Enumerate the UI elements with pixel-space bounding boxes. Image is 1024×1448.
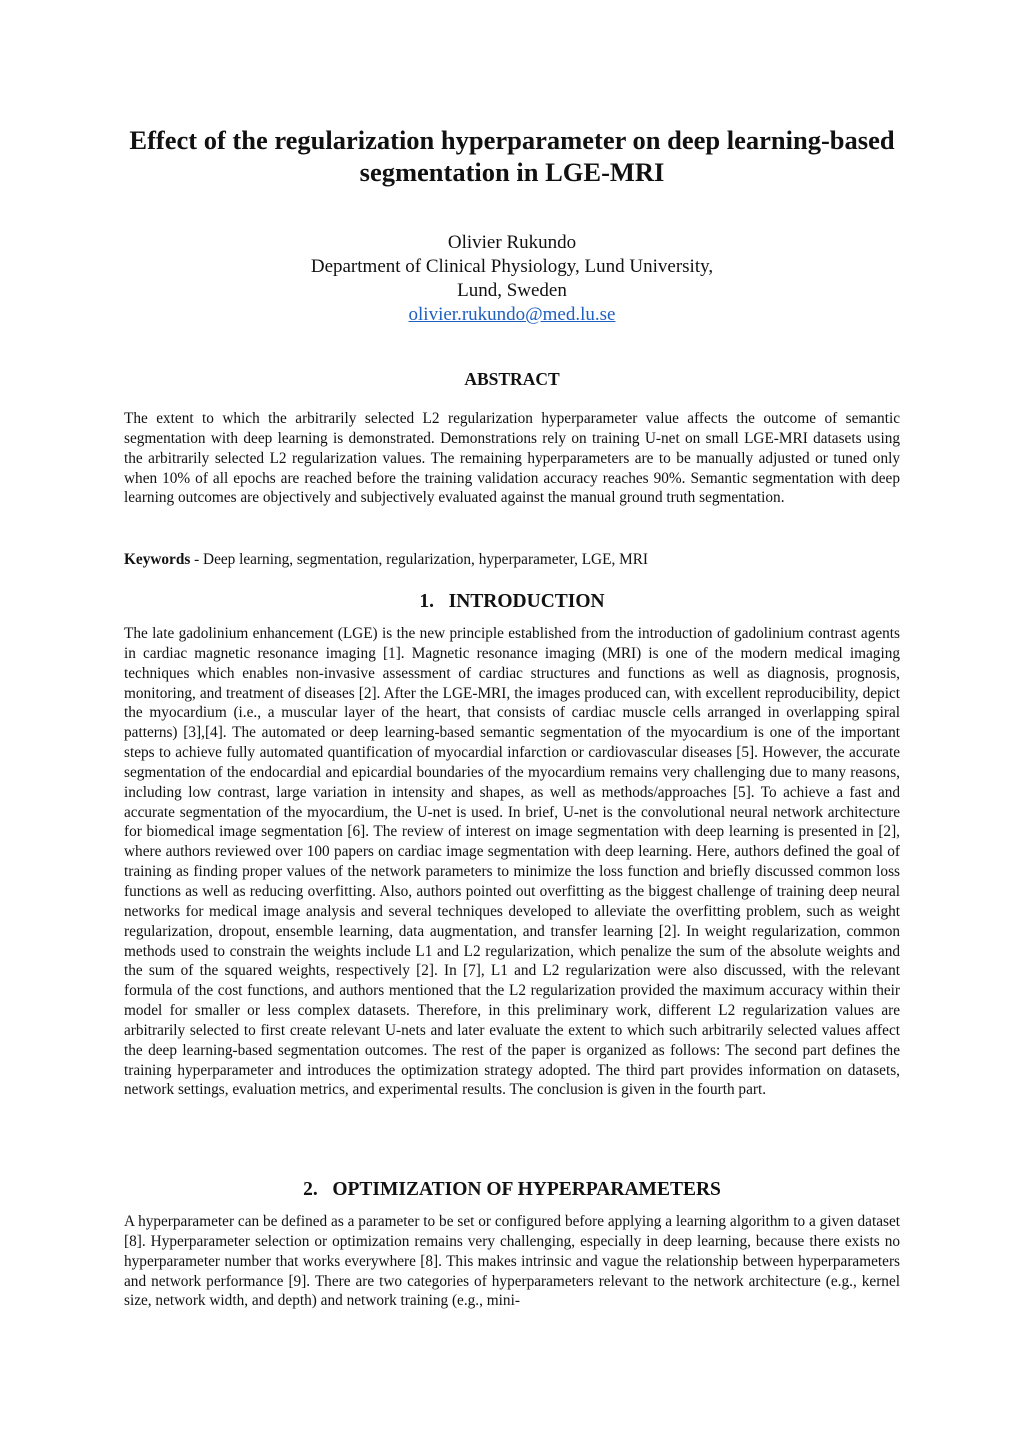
author-location: Lund, Sweden	[457, 280, 567, 301]
author-email-link[interactable]: olivier.rukundo@med.lu.se	[408, 304, 616, 325]
keywords	[124, 550, 900, 570]
section-heading-introduction: 1. INTRODUCTION	[419, 591, 605, 612]
keywords-list: - Deep learning, segmentation, regularization, hyperparameter, LGE, MRI	[190, 551, 648, 568]
optimization-text: A hyperparameter can be defined as a parameter to be set or configured before applying a learning algorithm to a given dataset [8]. Hyperparameter selection or optimization remains very challenging, especially in deep learning, because there exists no hyperparameter number that works everywhere [8]. This makes intrinsic and vague the relationship between hyperparameters and network performance [9]. There are two categories of hyperparameters relevant to the network architecture (e.g., kernel size, network width, and depth) and network training (e.g., mini-	[124, 1213, 900, 1310]
abstract-text: The extent to which the arbitrarily selected L2 regularization hyperparameter value affects the outcome of semantic segmentation with deep learning is demonstrated. Demonstrations rely on training U-net on small LGE-MRI datasets using the arbitrarily selected L2 regularization values. The remaining hyperparameters are to be manually adjusted or tuned only when 10% of all epochs are reached before the training validation accuracy reaches 90%. Semantic segmentation with deep learning outcomes are objectively and subjectively evaluated against the manual ground truth segmentation.	[124, 410, 900, 507]
introduction-text: The late gadolinium enhancement (LGE) is the new principle established from the introduction of gadolinium contrast agents in cardiac magnetic resonance imaging [1]. Magnetic resonance imaging (MRI) is one of the modern medical imaging techniques which enables non-invasive assessment of cardiac structures and functions as well as diagnosis, prognosis, monitoring, and treatment of diseases [2]. After the LGE-MRI, the images produced can, with excellent reproducibility, depict the myocardium (i.e., a muscular layer of the heart, that consists of cardiac muscle cells arranged in overlapping spiral patterns) [3],[4]. The automated or deep learning-based semantic segmentation of the myocardium is one of the important steps to achieve fully automated quantification of myocardial infarction or cardiovascular diseases [5]. However, the accurate segmentation of the endocardial and epicardial boundaries of the myocardium remains very challenging due to many reasons, including low contrast, large variation in intensity and shapes, as well as methods/approaches [5]. To achieve a fast and accurate segmentation of the myocardium, the U-net is used. In brief, U-net is the convolutional neural network architecture for biomedical image segmentation [6]. The review of interest on image segmentation with deep learning is presented in [2], where authors reviewed over 100 papers on cardiac image segmentation with deep learning. Here, authors defined the goal of training as finding proper values of the network parameters to minimize the loss function and briefly discussed common loss functions as well as reducing overfitting. Also, authors pointed out overfitting as the biggest challenge of training deep neural networks for medical image analysis and several techniques developed to alleviate the overfitting problem, such as weight regularization, dropout, ensemble learning, data augmentation, and transfer learning [2]. In weight regularization, common methods used to constrain the weights include L1 and L2 regularization, which penalize the sum of the absolute weights and the sum of the squared weights, respectively [2]. In [7], L1 and L2 regularization were also discussed, with the relevant formula of the cost functions, and authors mentioned that the L2 regularization provided the maximum accuracy within their model for smaller or less complex datasets. Therefore, in this preliminary work, different L2 regularization values are arbitrarily selected to first create relevant U-nets and later evaluate the extent to which such arbitrarily selected values affect the deep learning-based segmentation outcomes. The rest of the paper is organized as follows: The second part defines the training hyperparameter and introduces the optimization strategy adopted. The third part provides information on datasets, network settings, evaluation metrics, and experimental results. The conclusion is given in the fourth part.	[124, 625, 900, 1099]
paper-title: Effect of the regularization hyperparameter on deep learning-based segmentation in LGE-MRI	[129, 125, 895, 187]
author-name: Olivier Rukundo	[447, 232, 577, 253]
author-affiliation: Department of Clinical Physiology, Lund University,	[310, 256, 714, 277]
keywords-label: Keywords	[124, 551, 191, 568]
abstract-heading: ABSTRACT	[464, 369, 560, 389]
section-heading-optimization: 2. OPTIMIZATION OF HYPERPARAMETERS	[303, 1179, 721, 1200]
author-block	[124, 231, 900, 327]
